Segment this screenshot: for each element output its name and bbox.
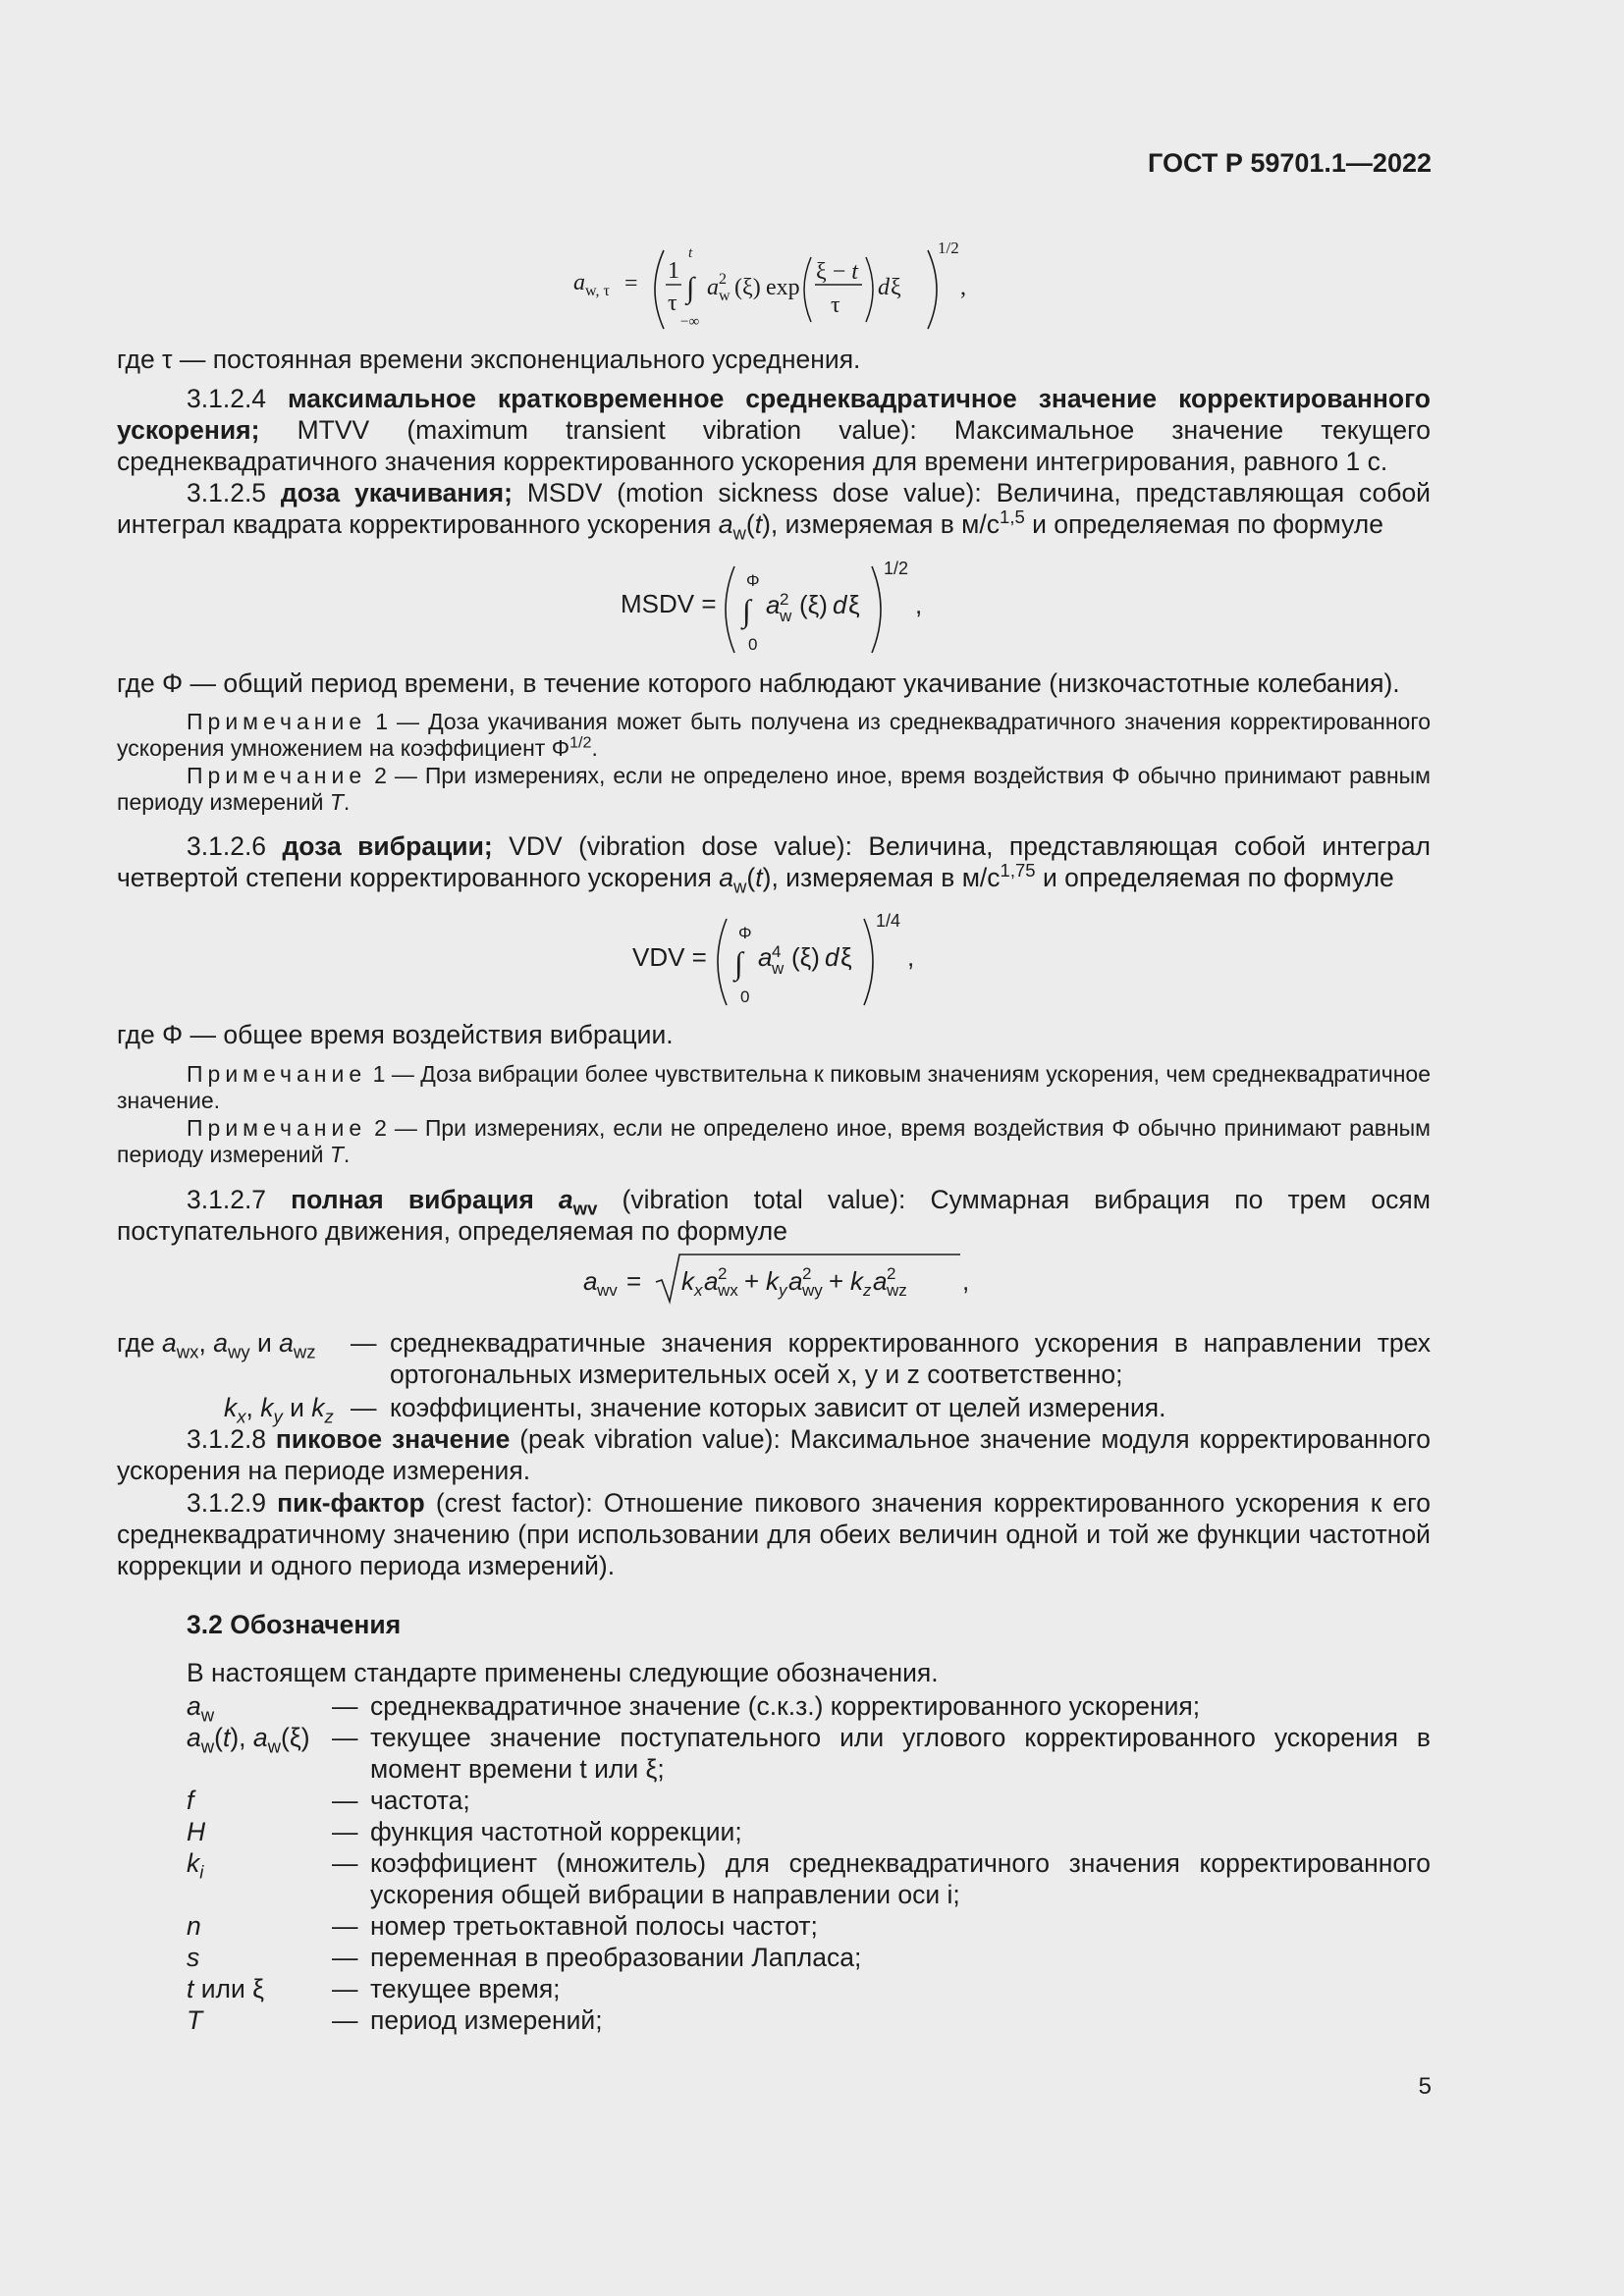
svg-text:∫: ∫ — [686, 272, 695, 304]
msdv-note-1: Примечание 1 — Доза укачивания может быть получена из среднеквадратичного значения корректированного ускорения умножением на коэффициент $\Phi^{1/2}$. — [117, 709, 1432, 761]
svg-text:0: 0 — [740, 988, 750, 1006]
term: доза вибрации; — [282, 831, 493, 861]
symbol-def: текущее время; — [370, 1974, 561, 2003]
vdv-note-1 — [117, 1061, 1431, 1114]
svg-text:ξ: ξ — [848, 590, 860, 619]
where-symbol-aw: где $a_{wx}$, $a_{wy}$ и $a_{wz}$ — [117, 1328, 316, 1362]
note-text: 2 — При измерениях, если не определено иное, время воздействия Φ обычно принимают равным периоду измерений — [117, 763, 1431, 815]
svg-text:1/2: 1/2 — [884, 559, 909, 578]
svg-text:,: , — [962, 1266, 970, 1296]
svg-text:t: t — [688, 245, 693, 261]
svg-text:w: w — [719, 288, 731, 304]
svg-text:=: = — [626, 1266, 642, 1296]
dash: — — [332, 1911, 358, 1941]
section-number: 3.1.2.5 — [187, 478, 267, 507]
svg-text:wy: wy — [802, 1281, 823, 1300]
note-text: 2 — При измерениях, если не определено иное, время воздействия Φ обычно принимают равным периоду измерений — [117, 1115, 1431, 1167]
definition: (vibration total value): Суммарная вибрация по трем осям поступательного движения, определяемая по формуле — [117, 1185, 1431, 1246]
svg-text:ξ: ξ — [891, 275, 901, 300]
svg-text:Φ: Φ — [746, 571, 760, 590]
dash: — — [332, 2005, 358, 2035]
note-exponent: 1/2 — [569, 733, 592, 752]
svg-text:wv: wv — [597, 1281, 618, 1300]
svg-text:x: x — [694, 1281, 703, 1300]
definition-b: , измеряемая в м/с — [770, 509, 1001, 539]
svg-text:d: d — [878, 275, 890, 300]
svg-text:,: , — [907, 942, 915, 972]
svg-text:a: a — [766, 590, 781, 619]
svg-text:exp: exp — [766, 275, 800, 300]
msdv-note-2: Примечание 2 — При измерениях, если не определено иное, время воздействия Φ обычно принимают равным периоду измерений T. — [117, 763, 1431, 815]
svg-text:,: , — [915, 590, 923, 619]
svg-text:w: w — [780, 607, 792, 625]
symbol-def: период измерений; — [370, 2005, 603, 2035]
definition: MTVV (maximum transient vibration value): Максимальное значение текущего среднеквадратичного значения корректированного ускорения для времени интегрирования, равного 1 с. — [117, 415, 1431, 476]
svg-text:a: a — [873, 1266, 888, 1296]
note-label: Примечание — [187, 1061, 367, 1087]
dash: — — [332, 1974, 358, 2003]
svg-text:MSDV =: MSDV = — [621, 589, 717, 618]
note-label: Примечание — [187, 709, 367, 734]
term: пик-фактор — [277, 1488, 425, 1518]
svg-text:∫: ∫ — [742, 593, 751, 628]
msdv-where: где Φ — общий период времени, в течение которого наблюдают укачивание (низкочастотные колебания). — [117, 668, 1400, 698]
symbol-def: коэффициент (множитель) для среднеквадратичного значения корректированного ускорения общей вибрации в направлении оси i; — [370, 1848, 1431, 1909]
svg-text:VDV =: VDV = — [632, 942, 707, 972]
symbol-T: T — [187, 2005, 203, 2035]
section-number: 3.1.2.8 — [187, 1424, 267, 1454]
svg-text:∫: ∫ — [734, 945, 743, 981]
section-number: 3.1.2.6 — [187, 831, 267, 861]
where-symbol-k: $k_x$, $k_y$ и $k_z$ — [224, 1393, 334, 1427]
definition: (peak vibration value): Максимальное значение модуля корректированного ускорения на периоде измерения. — [117, 1424, 1431, 1485]
term: максимальное кратковременное среднеквадратичное значение корректированного ускорения; — [117, 384, 1431, 445]
section-3-1-2-9 — [117, 1487, 1431, 1581]
svg-text:k: k — [681, 1266, 694, 1296]
formula-awv — [579, 1249, 992, 1308]
dash: — — [332, 1848, 358, 1878]
svg-text:2: 2 — [718, 1264, 728, 1283]
svg-text:k: k — [850, 1266, 863, 1296]
svg-text:w: w — [772, 959, 785, 978]
svg-text:a: a — [707, 275, 719, 300]
svg-text:wz: wz — [887, 1281, 907, 1300]
svg-text:ξ − t: ξ − t — [816, 259, 858, 285]
svg-text:+: + — [744, 1266, 760, 1296]
svg-text:−∞: −∞ — [680, 314, 700, 330]
term: полная вибрация $a_{wv}$ — [291, 1185, 598, 1219]
svg-text:τ: τ — [831, 293, 840, 318]
definition: VDV (vibration dose value): Величина, представляющая собой интеграл четвертой степени корректированного ускорения — [117, 831, 1431, 892]
formula-vdv — [630, 907, 945, 1015]
symbol-def: функция частотной коррекции; — [370, 1817, 742, 1846]
awt-where: где τ — постоянная времени экспоненциального усреднения. — [117, 345, 861, 374]
definition-b: , измеряемая в м/с — [771, 863, 1001, 892]
svg-text:2: 2 — [719, 271, 727, 288]
svg-text:=: = — [624, 271, 638, 296]
section-3-1-2-4 — [117, 383, 1431, 477]
standard-header: ГОСТ Р 59701.1—2022 — [1148, 148, 1432, 178]
svg-text:2: 2 — [887, 1264, 896, 1283]
dash: — — [332, 1943, 358, 1972]
symbol-def: номер третьоктавной полосы частот; — [370, 1911, 818, 1941]
svg-text:z: z — [863, 1281, 872, 1300]
symbol-def: частота; — [370, 1786, 470, 1815]
svg-text:+: + — [829, 1266, 844, 1296]
svg-text:(ξ): (ξ) — [799, 590, 828, 619]
formula-aw-tau — [569, 236, 982, 334]
svg-text:4: 4 — [772, 942, 782, 961]
dash: — — [351, 1393, 377, 1422]
dash: — — [332, 1786, 358, 1815]
symbol-awt: $a_w(t)$, $a_w(\xi)$ — [187, 1723, 310, 1757]
svg-text:,: , — [960, 275, 966, 300]
svg-text:k: k — [766, 1266, 779, 1296]
definition: (crest factor): Отношение пикового значения корректированного ускорения к его среднеквадратичному значению (при использовании для обеих величин одной и той же функции частотной коррекции и одного периода измерений). — [117, 1488, 1431, 1580]
dash: — — [332, 1723, 358, 1752]
symbol-n: n — [187, 1911, 201, 1941]
symbol-def: среднеквадратичное значение (с.к.з.) корректированного ускорения; — [370, 1691, 1201, 1721]
svg-text:2: 2 — [780, 590, 789, 609]
note-label: Примечание — [187, 763, 367, 788]
svg-text:a: a — [758, 942, 773, 972]
section-3-1-2-5: 3.1.2.5 доза укачивания; MSDV (motion sickness dose value): Величина, представляющая собой интеграл квадрата корректированного ускорения $a_w(t)$, измеряемая в $м/с^{1,5}$ и определяемая по формуле — [117, 478, 1431, 544]
dash: — — [351, 1328, 377, 1358]
svg-text:2: 2 — [802, 1264, 812, 1283]
definition: MSDV (motion sickness dose value): Величина, представляющая собой интеграл квадрата корректированного ускорения — [117, 478, 1431, 539]
svg-text:w, τ: w, τ — [585, 283, 610, 299]
svg-text:a: a — [573, 270, 585, 295]
dash: — — [332, 1817, 358, 1846]
section-3-2-heading: 3.2 Обозначения — [187, 1610, 402, 1639]
section-3-1-2-6: 3.1.2.6 доза вибрации; VDV (vibration dose value): Величина, представляющая собой интеграл четвертой степени корректированного ускорения $a_w(t)$, измеряемая в $м/с^{1,75}$ и определяемая по формуле — [117, 831, 1431, 897]
symbol-h: H — [187, 1817, 206, 1846]
vdv-where: где Φ — общее время воздействия вибрации. — [117, 1020, 674, 1049]
svg-text:τ: τ — [668, 291, 677, 316]
note-label: Примечание — [187, 1115, 367, 1141]
svg-text:ξ: ξ — [840, 942, 852, 972]
section-number: 3.1.2.4 — [187, 384, 267, 413]
symbol-def: текущее значение поступательного или углового корректированного ускорения в момент времени t или ξ; — [370, 1723, 1431, 1784]
svg-text:d: d — [825, 942, 839, 972]
svg-text:Φ: Φ — [738, 924, 752, 942]
svg-text:a: a — [704, 1266, 719, 1296]
symbol-t-xi: t или ξ — [187, 1974, 265, 2003]
term: пиковое значение — [275, 1424, 511, 1454]
svg-text:1/4: 1/4 — [876, 911, 901, 931]
svg-text:(ξ): (ξ) — [734, 275, 761, 300]
dash: — — [332, 1691, 358, 1721]
svg-text:a: a — [788, 1266, 803, 1296]
definition-c: и определяемая по формуле — [1035, 863, 1394, 892]
note-text: 1 — Доза вибрации более чувствительна к пиковым значениям ускорения, чем среднеквадратичное значение. — [117, 1061, 1431, 1113]
section-number: 3.1.2.7 — [187, 1185, 267, 1214]
section-3-1-2-8 — [117, 1423, 1431, 1486]
svg-text:wx: wx — [718, 1281, 738, 1300]
svg-text:y: y — [779, 1281, 787, 1300]
term: доза укачивания; — [280, 478, 513, 507]
definition-c: и определяемая по формуле — [1024, 509, 1383, 539]
unit-exponent: 1,5 — [1000, 507, 1025, 528]
vdv-note-2: Примечание 2 — При измерениях, если не определено иное, время воздействия Φ обычно принимают равным периоду измерений T. — [117, 1115, 1431, 1167]
page-number: 5 — [1418, 2073, 1432, 2100]
symbol-s: s — [187, 1943, 200, 1972]
symbol-ki: $k_i$ — [187, 1848, 204, 1883]
svg-text:0: 0 — [748, 635, 758, 654]
symbol-f: f — [187, 1786, 194, 1815]
where-def-k: коэффициенты, значение которых зависит от целей измерения. — [390, 1393, 1166, 1422]
svg-text:1/2: 1/2 — [938, 239, 959, 257]
section-3-1-2-7 — [117, 1184, 1431, 1247]
svg-text:d: d — [833, 590, 847, 619]
formula-msdv — [619, 555, 943, 663]
section-3-2-intro: В настоящем стандарте применены следующие обозначения. — [187, 1658, 939, 1687]
where-def-aw: среднеквадратичные значения корректированного ускорения в направлении трех ортогональных измерительных осей x, y и z соответственно; — [390, 1328, 1431, 1389]
svg-text:1: 1 — [668, 258, 679, 284]
symbol-def: переменная в преобразовании Лапласа; — [370, 1943, 862, 1972]
section-number: 3.1.2.9 — [187, 1488, 267, 1518]
unit-exponent: 1,75 — [1000, 860, 1036, 881]
svg-text:(ξ): (ξ) — [791, 942, 820, 972]
symbol-aw: $a_w$ — [187, 1691, 215, 1726]
svg-text:a: a — [583, 1266, 598, 1296]
note-text: 1 — Доза укачивания может быть получена из среднеквадратичного значения корректированного ускорения умножением на коэффициент Φ — [117, 709, 1432, 761]
